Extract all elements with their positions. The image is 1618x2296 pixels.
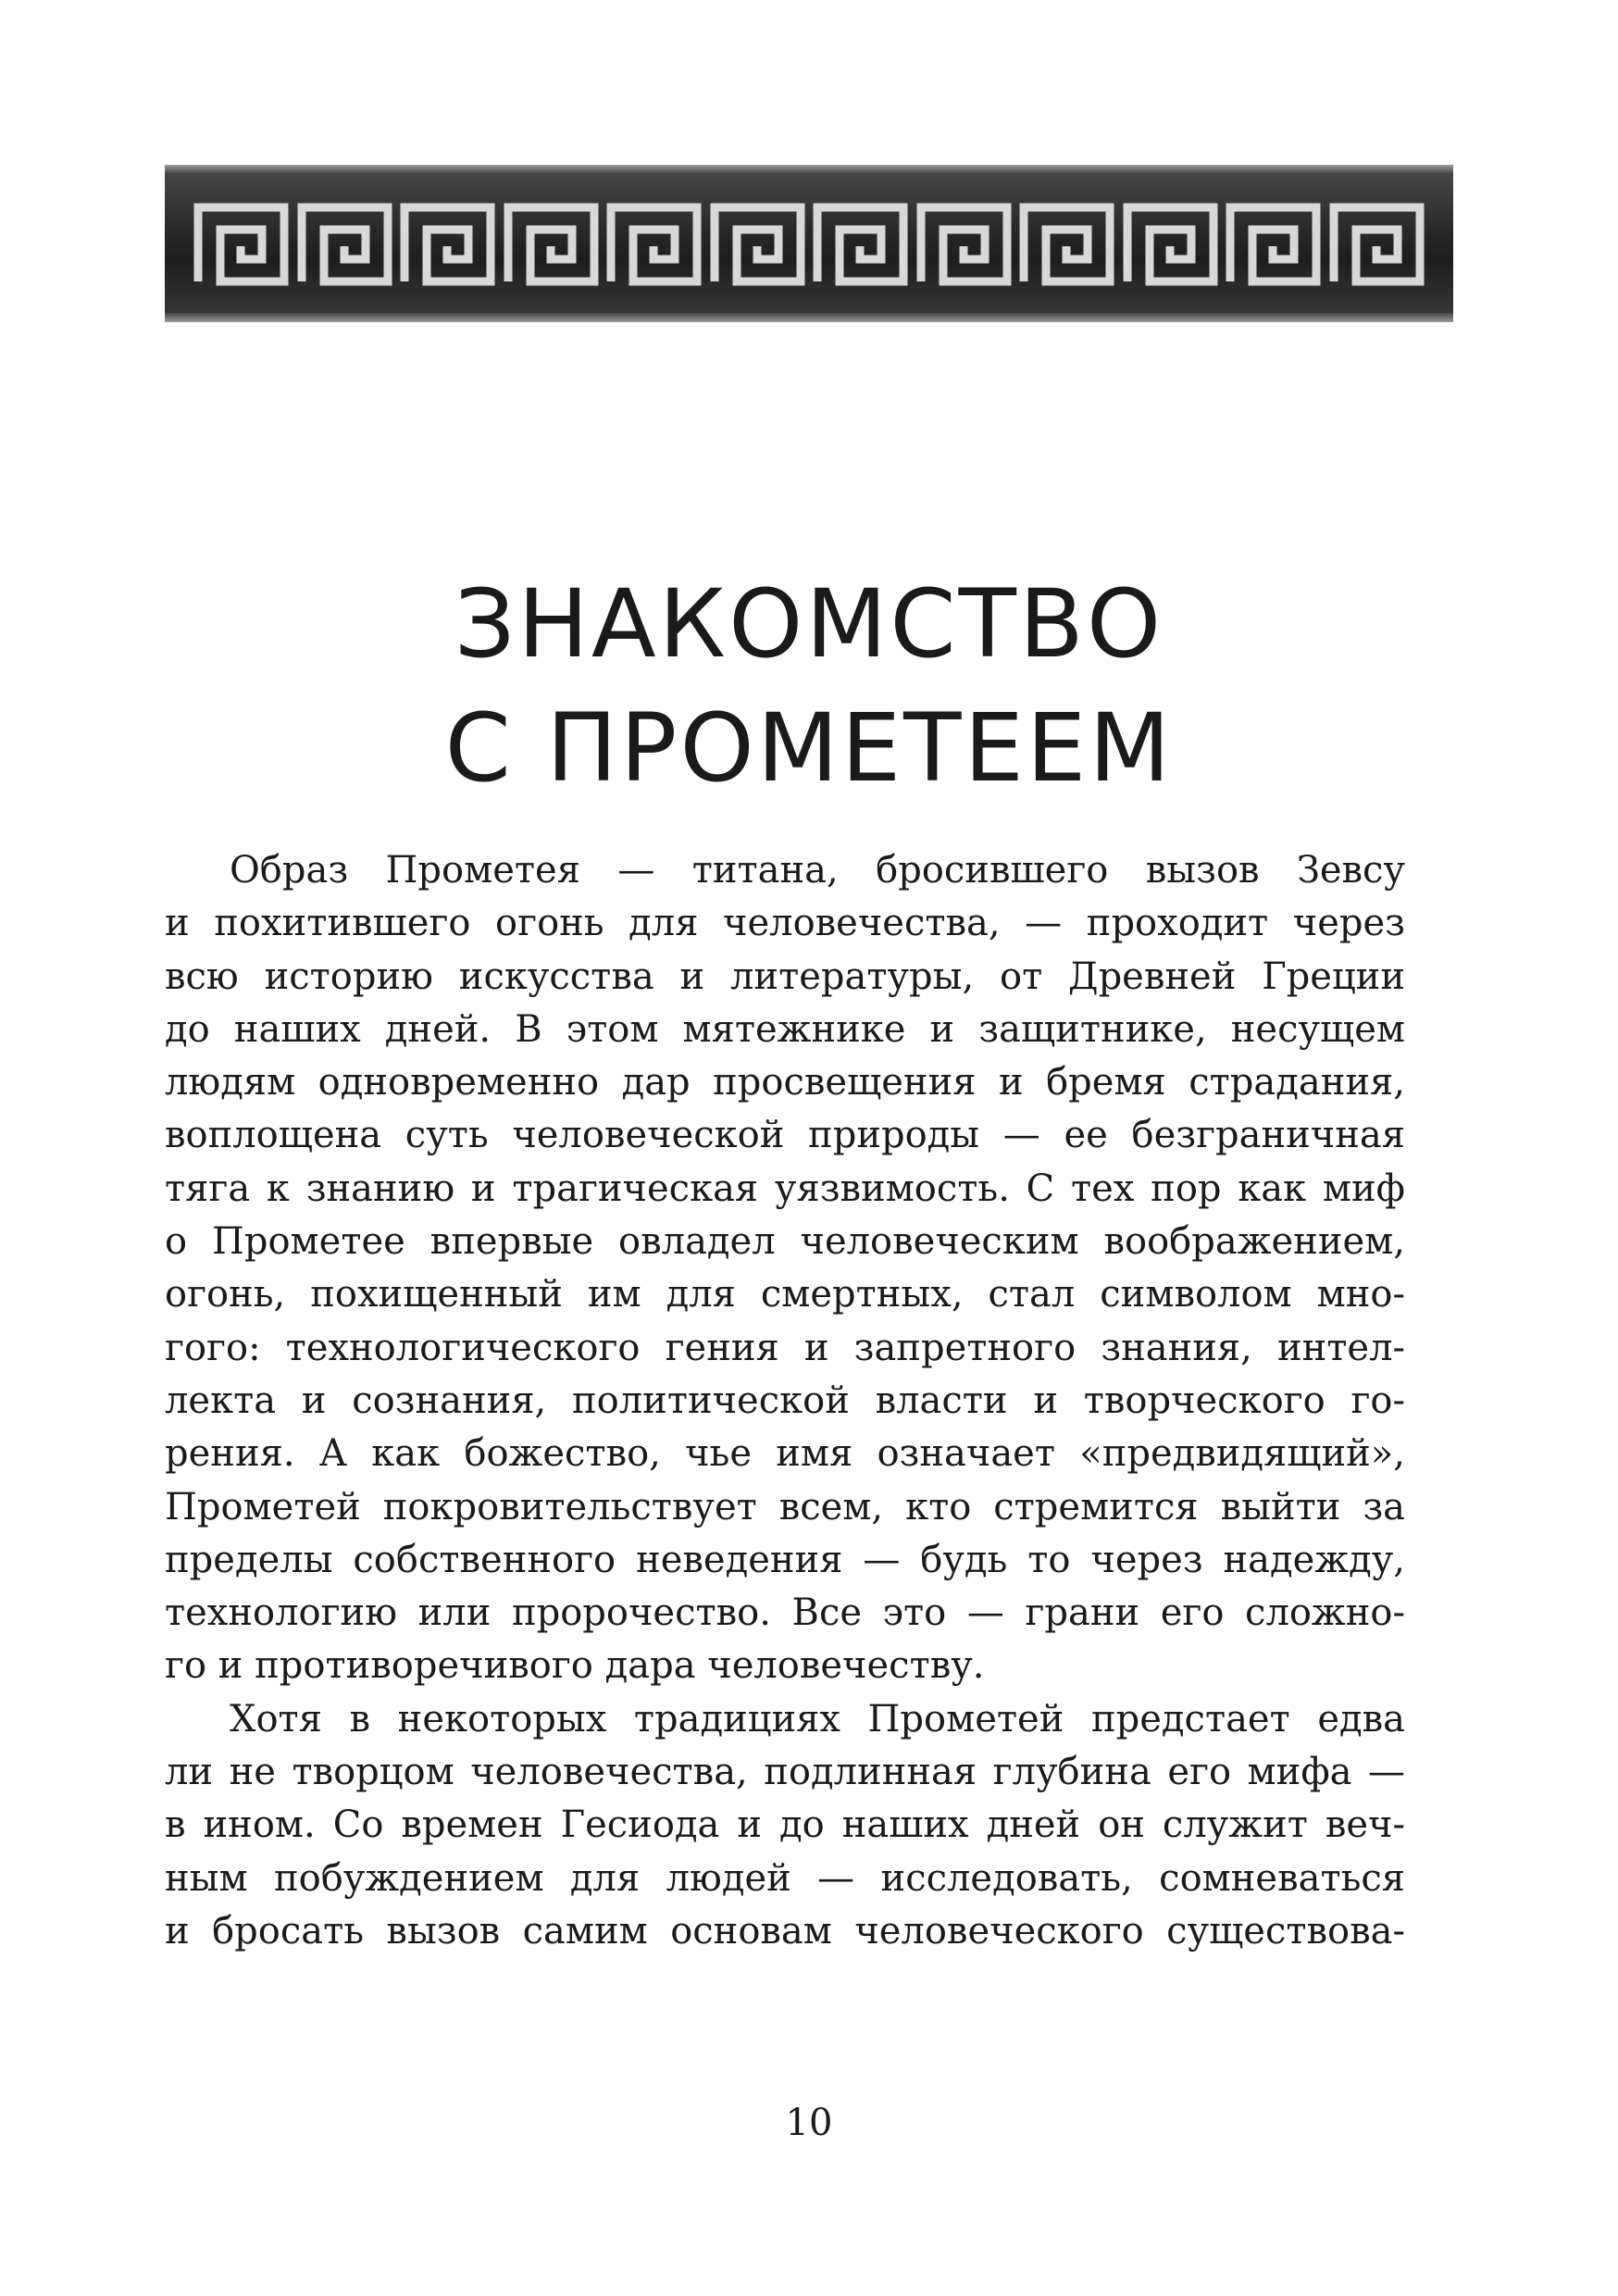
text-line: Образ Прометея — титана, бросившего вызов Зевсу xyxy=(230,849,1405,892)
greek-key-path xyxy=(611,207,697,281)
paragraph-1 xyxy=(165,844,1405,1693)
greek-key-tile xyxy=(193,202,290,287)
greek-key-tile xyxy=(1018,202,1115,287)
greek-key-path xyxy=(1334,207,1420,281)
text-line: го и противоречивого дара человечеству. xyxy=(165,1644,985,1688)
greek-key-tile xyxy=(915,202,1013,287)
greek-key-tile xyxy=(1225,202,1322,287)
text-line: лекта и сознания, политической власти и творческого го- xyxy=(165,1379,1405,1422)
greek-key-path xyxy=(508,207,594,281)
text-line: и бросать вызов самим основам человеческого существова- xyxy=(165,1909,1405,1953)
text-line: людям одновременно дар просвещения и бремя страдания, xyxy=(165,1061,1405,1104)
greek-key-path xyxy=(715,207,801,281)
greek-key-path xyxy=(1024,207,1110,281)
text-line: всю историю искусства и литературы, от Древней Греции xyxy=(165,955,1405,998)
chapter-title-line-2: С ПРОМЕТЕЕМ xyxy=(444,693,1174,805)
text-line: ным побуждением для людей — исследовать, сомневаться xyxy=(165,1856,1405,1900)
greek-key-tile xyxy=(1328,202,1425,287)
text-line: гого: технологического гения и запретного знания, интел- xyxy=(165,1326,1405,1369)
text-line: до наших дней. В этом мятежнике и защитнике, несущем xyxy=(165,1007,1405,1051)
greek-key-path xyxy=(1127,207,1214,281)
text-line: ли не творцом человечества, подлинная глубина его мифа — xyxy=(165,1751,1405,1794)
greek-key-tile xyxy=(709,202,806,287)
text-line: рения. А как божество, чье имя означает «предвидящий», xyxy=(165,1432,1405,1476)
text-line: технологию или пророчество. Все это — грани его сложно- xyxy=(165,1591,1405,1635)
chapter-title-line-1: ЗНАКОМСТВО xyxy=(454,569,1164,680)
greek-key-tile xyxy=(605,202,703,287)
text-line: воплощена суть человеческой природы — ее безграничная xyxy=(165,1114,1405,1157)
text-line: Прометей покровительствует всем, кто стремится выйти за xyxy=(165,1485,1405,1529)
greek-key-tile xyxy=(503,202,600,287)
text-line: о Прометее впервые овладел человеческим воображением, xyxy=(165,1220,1405,1264)
paragraph-2 xyxy=(165,1693,1405,1958)
text-line: Хотя в некоторых традициях Прометей предстает едва xyxy=(230,1697,1405,1741)
greek-key-path xyxy=(921,207,1007,281)
chapter-title xyxy=(0,563,1618,811)
greek-key-path xyxy=(198,207,284,281)
greek-key-band xyxy=(193,202,1425,287)
greek-key-path xyxy=(302,207,388,281)
page-number: 10 xyxy=(785,2102,833,2144)
text-line: и похитившего огонь для человечества, — проходит через xyxy=(165,902,1405,945)
greek-key-tile xyxy=(1122,202,1219,287)
greek-key-ornament xyxy=(165,165,1453,322)
text-line: пределы собственного неведения — будь то через надежду, xyxy=(165,1538,1405,1581)
greek-key-tile xyxy=(812,202,909,287)
text-line: огонь, похищенный им для смертных, стал символом мно- xyxy=(165,1273,1405,1316)
greek-key-tile xyxy=(296,202,393,287)
text-line: в ином. Со времен Гесиода и до наших дней он служит веч- xyxy=(165,1803,1405,1847)
greek-key-path xyxy=(1230,207,1316,281)
greek-key-path xyxy=(817,207,903,281)
body-text xyxy=(165,844,1405,1958)
text-line: тяга к знанию и трагическая уязвимость. С тех пор как миф xyxy=(165,1167,1405,1210)
ornament-edge-bottom xyxy=(165,313,1453,322)
greek-key-tile xyxy=(399,202,496,287)
ornament-edge-top xyxy=(165,165,1453,174)
greek-key-path xyxy=(404,207,491,281)
